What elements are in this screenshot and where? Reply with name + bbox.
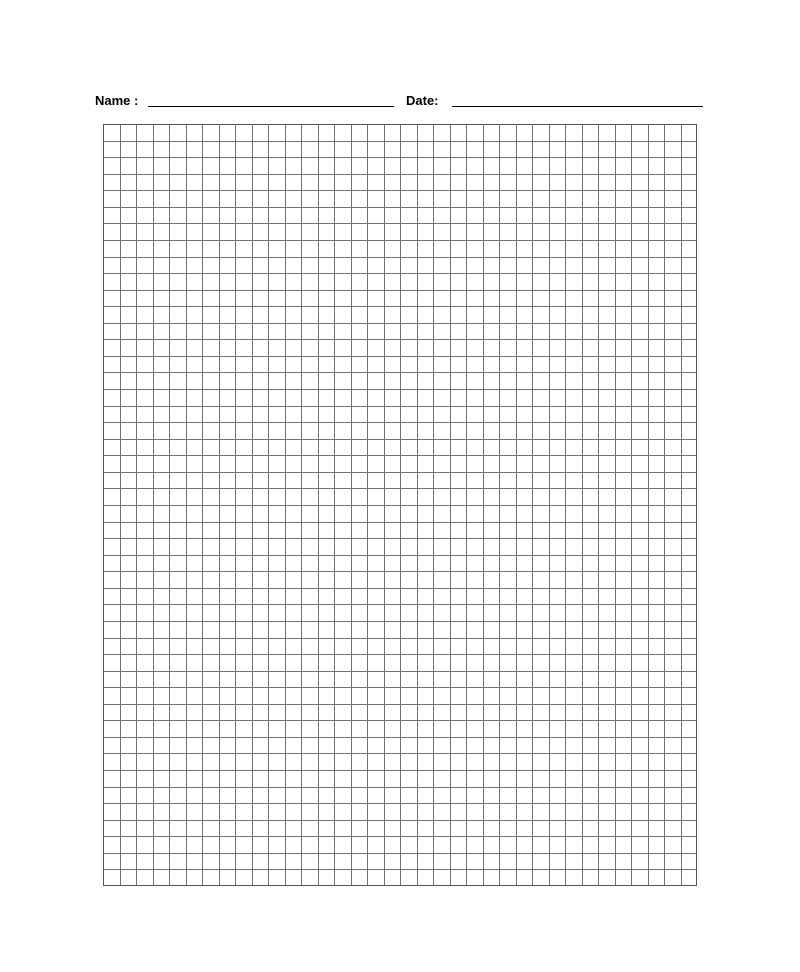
name-field-line[interactable]: [148, 106, 394, 107]
graph-grid-svg: [103, 124, 697, 886]
date-field-line[interactable]: [452, 106, 703, 107]
date-label: Date:: [406, 93, 439, 108]
name-label: Name :: [95, 93, 139, 108]
graph-grid: [103, 124, 697, 886]
